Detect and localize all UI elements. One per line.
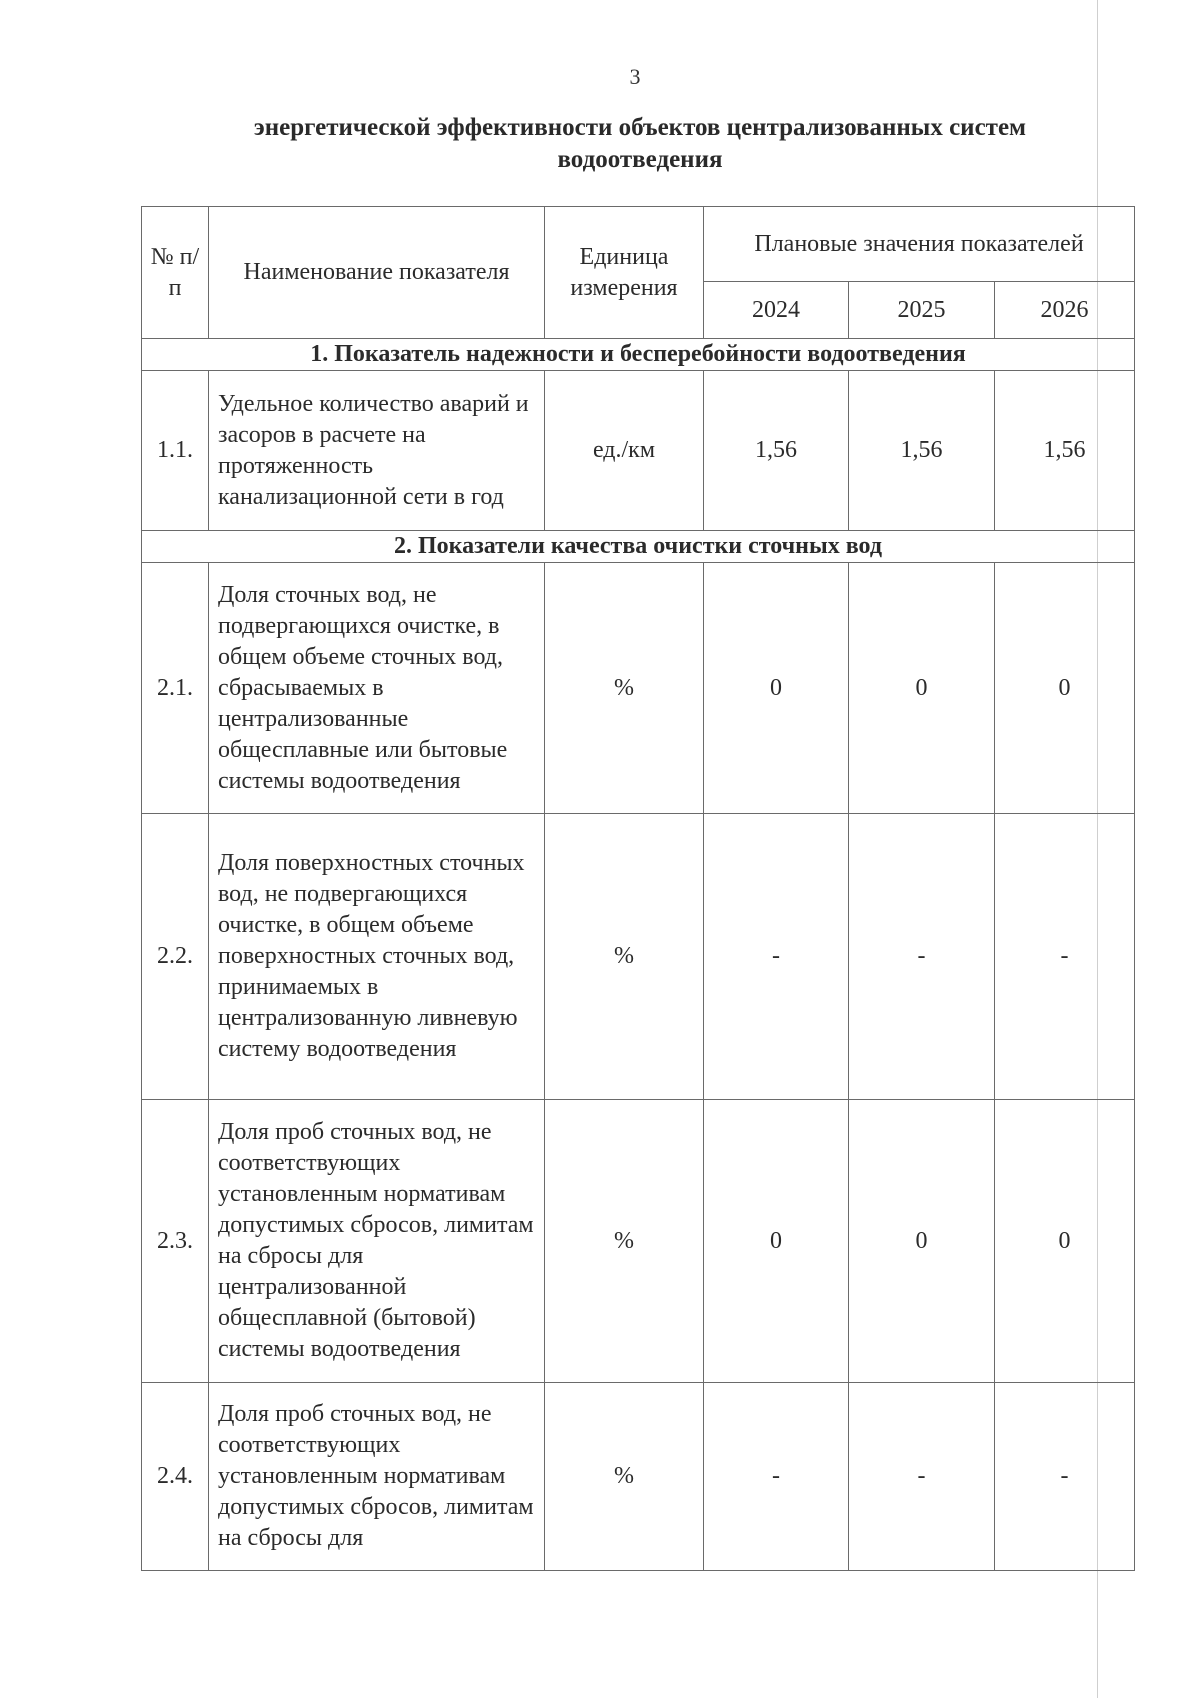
page-number: 3 (629, 64, 641, 89)
document-title (190, 112, 1090, 176)
header-unit: Единица измерения (545, 207, 704, 339)
row-name: Доля поверхностных сточных вод, не подвергающихся очистке, в общем объеме поверхностных сточных вод, принимаемых в централизованную ливневую систему водоотведения (209, 814, 545, 1100)
header-planned-values: Плановые значения показателей (704, 207, 1135, 282)
row-value: - (849, 814, 995, 1100)
row-num: 2.2. (142, 814, 209, 1100)
row-num: 2.1. (142, 563, 209, 814)
table-row (142, 814, 1135, 1100)
row-value: - (995, 1383, 1135, 1571)
section-row (142, 339, 1135, 371)
row-unit: % (545, 1383, 704, 1571)
table-row (142, 1100, 1135, 1383)
row-name: Доля сточных вод, не подвергающихся очистке, в общем объеме сточных вод, сбрасываемых в централизованные общесплавные или бытовые системы водоотведения (209, 563, 545, 814)
row-value: 1,56 (995, 371, 1135, 531)
row-value: 1,56 (704, 371, 849, 531)
row-value: 0 (704, 563, 849, 814)
row-name: Доля проб сточных вод, не соответствующих установленным нормативам допустимых сбросов, лимитам на сбросы для централизованной общесплавной (бытовой) системы водоотведения (209, 1100, 545, 1383)
row-value: 0 (704, 1100, 849, 1383)
section-title: 1. Показатель надежности и бесперебойности водоотведения (142, 339, 1135, 371)
section-title: 2. Показатели качества очистки сточных вод (142, 531, 1135, 563)
header-num: № п/п (142, 207, 209, 339)
row-value: - (849, 1383, 995, 1571)
header-year: 2026 (995, 282, 1135, 339)
header-year: 2025 (849, 282, 995, 339)
row-value: 0 (849, 1100, 995, 1383)
row-name: Удельное количество аварий и засоров в расчете на протяженность канализационной сети в год (209, 371, 545, 531)
header-name: Наименование показателя (209, 207, 545, 339)
row-value: 0 (995, 563, 1135, 814)
row-value: 0 (995, 1100, 1135, 1383)
row-unit: % (545, 1100, 704, 1383)
title-line-2: водоотведения (557, 146, 723, 173)
row-value: 1,56 (849, 371, 995, 531)
row-value: - (704, 1383, 849, 1571)
row-num: 2.4. (142, 1383, 209, 1571)
row-num: 2.3. (142, 1100, 209, 1383)
row-num: 1.1. (142, 371, 209, 531)
indicators-table (141, 206, 1135, 1571)
table-row (142, 563, 1135, 814)
row-value: - (995, 814, 1135, 1100)
row-unit: ед./км (545, 371, 704, 531)
row-value: - (704, 814, 849, 1100)
section-row (142, 531, 1135, 563)
table-header-row (142, 207, 1135, 282)
header-year: 2024 (704, 282, 849, 339)
row-unit: % (545, 814, 704, 1100)
row-name: Доля проб сточных вод, не соответствующих установленным нормативам допустимых сбросов, лимитам на сбросы для (209, 1383, 545, 1571)
table-row (142, 371, 1135, 531)
row-unit: % (545, 563, 704, 814)
table-row (142, 1383, 1135, 1571)
row-value: 0 (849, 563, 995, 814)
title-line-1: энергетической эффективности объектов централизованных систем (253, 114, 1027, 141)
